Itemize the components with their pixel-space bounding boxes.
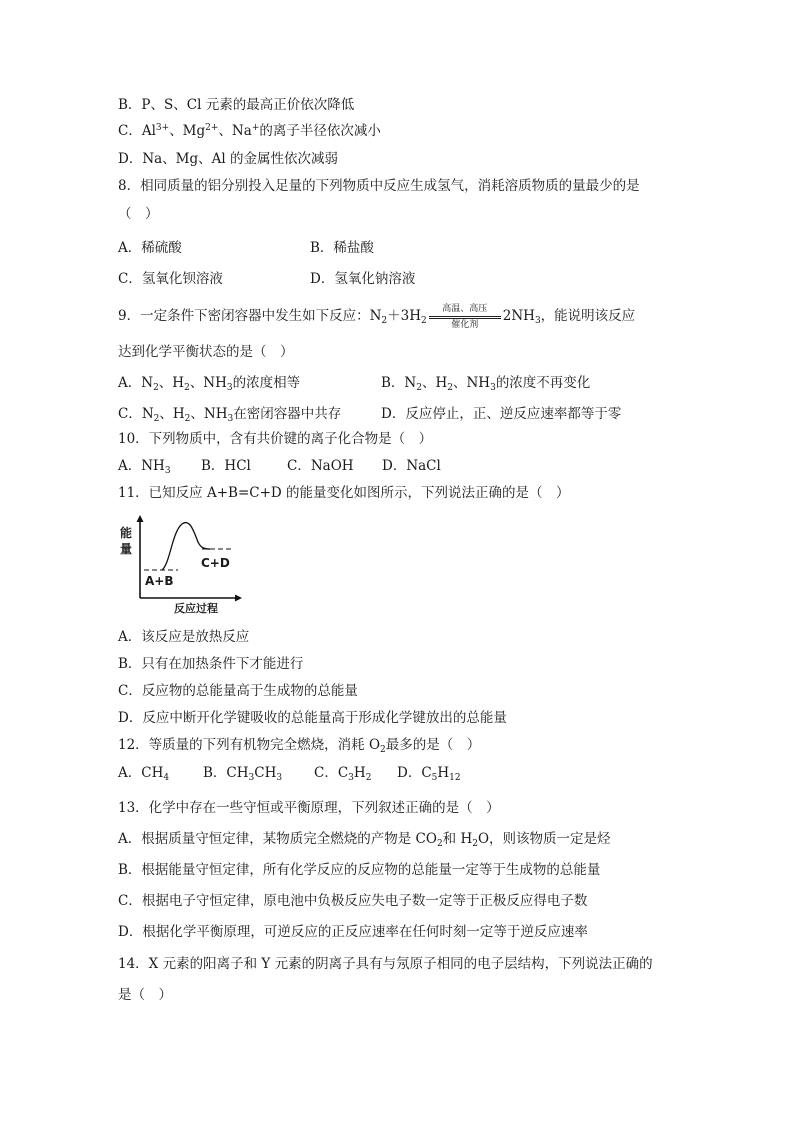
y-axis-arrowhead <box>137 515 144 522</box>
q14-stem: 14．X 元素的阳离子和 Y 元素的阴离子具有与氖原子相同的电子层结构，下列说法正确的 <box>118 956 653 972</box>
q9-option-b: B．$N_2$、$H_2$、$NH_3$的浓度不再变化 <box>381 375 591 393</box>
q11-option-c: C．反应物的总能量高于生成物的总能量 <box>118 683 358 699</box>
q8-stem-bracket: （ ） <box>118 206 159 222</box>
q10-stem: 10．下列物质中，含有共价键的离子化合物是（ ） <box>118 431 433 447</box>
q11-option-d: D．反应中断开化学键吸收的总能量高于形成化学键放出的总能量 <box>118 710 507 726</box>
q8-option-c: C．氢氧化钡溶液 <box>118 271 223 287</box>
q12-option-d: D．$C_5H_{12}$ <box>397 765 461 783</box>
q8-option-d: D．氢氧化钠溶液 <box>310 271 416 287</box>
y-axis-label-2: 量 <box>120 542 133 556</box>
q8-option-b: B．稀盐酸 <box>310 240 374 256</box>
q11-stem: 11．已知反应 A+B=C+D 的能量变化如图所示，下列说法正确的是（ ） <box>118 485 570 501</box>
q7-option-d: D．Na、Mg、Al 的金属性依次减弱 <box>118 151 339 167</box>
q8-stem: 8．相同质量的铝分别投入足量的下列物质中反应生成氢气，消耗溶质物质的量最少的是 <box>118 178 640 194</box>
x-axis-arrowhead <box>235 595 242 602</box>
q13-option-b: B．根据能量守恒定律，所有化学反应的反应物的总能量一定等于生成物的总能量 <box>118 862 601 878</box>
q9-stem: 9．一定条件下密闭容器中发生如下反应：$N_2+3H_2$ 高温、高压 催化剂 $2NH_3$，能说明该反应 <box>118 303 636 330</box>
y-axis-label-1: 能 <box>120 526 133 540</box>
q10-option-a: A．$NH_3$ <box>118 458 171 476</box>
q13-option-a: A．根据质量守恒定律，某物质完全燃烧的产物是 $CO_2$和 $H_2O$，则该物质一定是烃 <box>118 831 611 849</box>
q9-option-c: C．$N_2$、$H_2$、$NH_3$在密闭容器中共存 <box>118 406 342 424</box>
q12-option-c: C．$C_3H_2$ <box>314 765 372 783</box>
product-label: C+D <box>201 556 230 570</box>
q7-option-c: C．$Al^{3+}$、$Mg^{2+}$、Na+的离子半径依次减小 <box>118 123 381 139</box>
q9-option-d: D．反应停止，正、逆反应速率都等于零 <box>381 406 622 422</box>
q11-option-a: A．该反应是放热反应 <box>118 629 250 645</box>
q13-option-d: D．根据化学平衡原理，可逆反应的正反应速率在任何时刻一定等于逆反应速率 <box>118 924 588 940</box>
q13-option-c: C．根据电子守恒定律，原电池中负极反应失电子数一定等于正极反应得电子数 <box>118 893 588 909</box>
q8-option-a: A．稀硫酸 <box>118 240 182 256</box>
q10-option-b: B．HCl <box>201 458 251 474</box>
q12-stem: 12．等质量的下列有机物完全燃烧，消耗 $O_2$最多的是（ ） <box>118 737 481 755</box>
q7-option-b: B．P、S、Cl 元素的最高正价依次降低 <box>118 97 355 113</box>
reactant-label: A+B <box>145 574 174 588</box>
x-axis-label: 反应过程 <box>174 602 218 615</box>
equilibrium-arrow: 高温、高压 催化剂 <box>429 307 501 327</box>
energy-diagram <box>118 512 248 620</box>
q10-option-d: D．NaCl <box>382 458 441 474</box>
q11-option-b: B．只有在加热条件下才能进行 <box>118 656 304 672</box>
q9-stem-line2: 达到化学平衡状态的是（ ） <box>118 344 294 360</box>
q13-stem: 13．化学中存在一些守恒或平衡原理，下列叙述正确的是（ ） <box>118 800 500 816</box>
q12-option-a: A．$CH_4$ <box>118 765 170 783</box>
q10-option-c: C．NaOH <box>287 458 354 474</box>
q9-option-a: A．$N_2$、$H_2$、$NH_3$的浓度相等 <box>118 375 301 393</box>
q14-stem-line2: 是（ ） <box>118 987 172 1003</box>
q12-option-b: B．$CH_3CH_3$ <box>203 765 283 783</box>
